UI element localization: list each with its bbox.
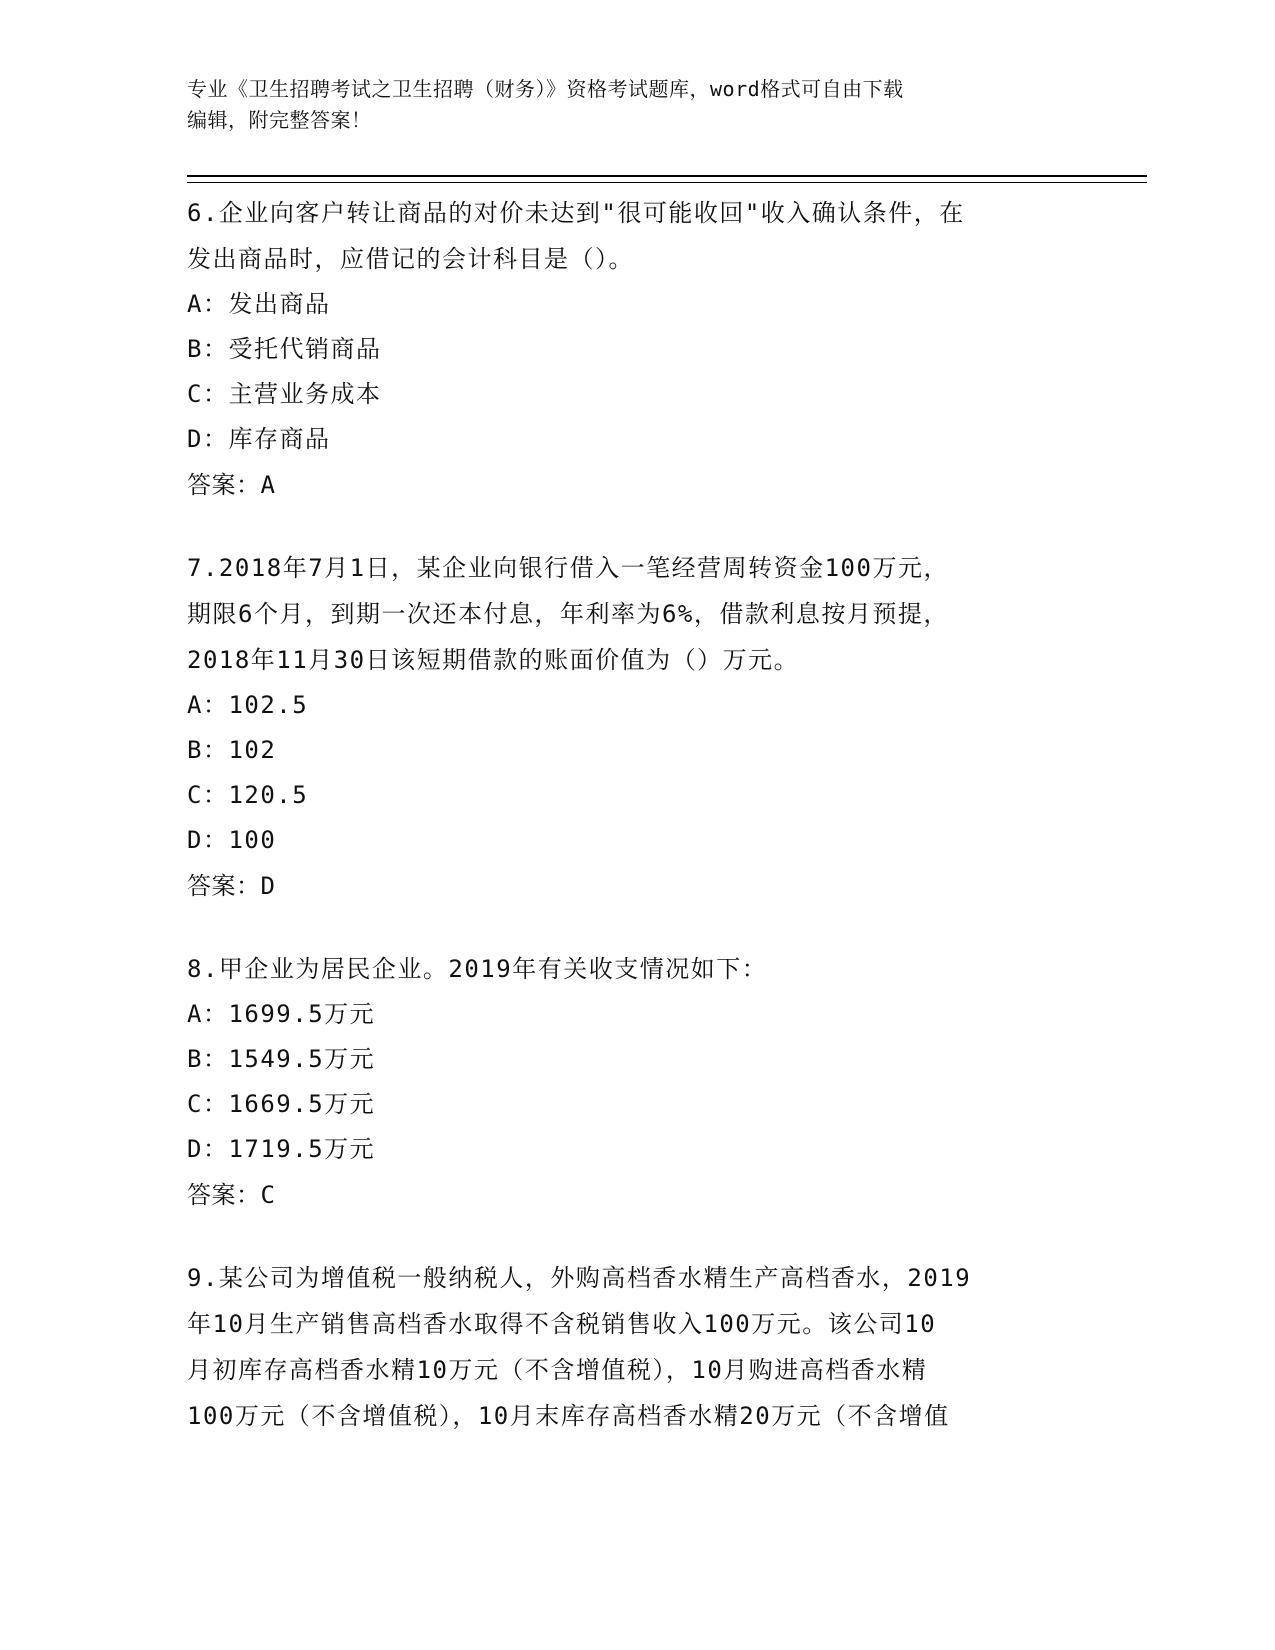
question-list (187, 190, 1087, 1476)
question-stem-line: 发出商品时，应借记的会计科目是（）。 (187, 245, 634, 273)
question-stem-line: 100万元（不含增值税），10月末库存高档香水精20万元（不含增值 (187, 1402, 950, 1430)
header-line-1: 专业《卫生招聘考试之卫生招聘（财务）》资格考试题库，word格式可自由下载 (187, 77, 904, 101)
document-header (187, 74, 1067, 136)
option-b: B：受托代销商品 (187, 335, 382, 363)
answer-label: 答案： (187, 872, 261, 900)
question-stem-line: 9.某公司为增值税一般纳税人，外购高档香水精生产高档香水，2019 (187, 1264, 972, 1292)
option-a: A：102.5 (187, 691, 309, 719)
question-7 (187, 545, 1087, 909)
question-stem-line: 2018年11月30日该短期借款的账面价值为（）万元。 (187, 646, 800, 674)
header-line-2: 编辑，附完整答案！ (187, 108, 372, 132)
answer-value: C (260, 1181, 276, 1209)
option-a: A：发出商品 (187, 290, 331, 318)
option-b: B：1549.5万元 (187, 1045, 376, 1073)
question-stem-line: 7.2018年7月1日，某企业向银行借入一笔经营周转资金100万元， (187, 554, 949, 582)
answer-line (187, 1172, 1087, 1218)
question-stem-line: 年10月生产销售高档香水取得不含税销售收入100万元。该公司10 (187, 1310, 937, 1338)
answer-label: 答案： (187, 1181, 261, 1209)
question-8 (187, 946, 1087, 1218)
question-stem-line: 月初库存高档香水精10万元（不含增值税），10月购进高档香水精 (187, 1356, 928, 1384)
question-6 (187, 190, 1087, 508)
option-a: A：1699.5万元 (187, 1000, 376, 1028)
option-c: C：主营业务成本 (187, 380, 382, 408)
option-b: B：102 (187, 736, 277, 764)
option-d: D：库存商品 (187, 425, 331, 453)
header-divider-thick (187, 175, 1147, 177)
answer-value: D (260, 872, 276, 900)
answer-line (187, 863, 1087, 909)
question-stem-line: 6.企业向客户转让商品的对价未达到"很可能收回"收入确认条件，在 (187, 199, 965, 227)
option-c: C：1669.5万元 (187, 1090, 376, 1118)
header-divider-thin (187, 182, 1147, 183)
answer-value: A (260, 471, 276, 499)
question-9 (187, 1255, 1087, 1439)
option-c: C：120.5 (187, 781, 309, 809)
answer-line (187, 462, 1087, 508)
option-d: D：1719.5万元 (187, 1135, 376, 1163)
question-stem-line: 8.甲企业为居民企业。2019年有关收支情况如下： (187, 955, 768, 983)
answer-label: 答案： (187, 471, 261, 499)
option-d: D：100 (187, 826, 277, 854)
question-stem-line: 期限6个月，到期一次还本付息，年利率为6%，借款利息按月预提， (187, 600, 949, 628)
